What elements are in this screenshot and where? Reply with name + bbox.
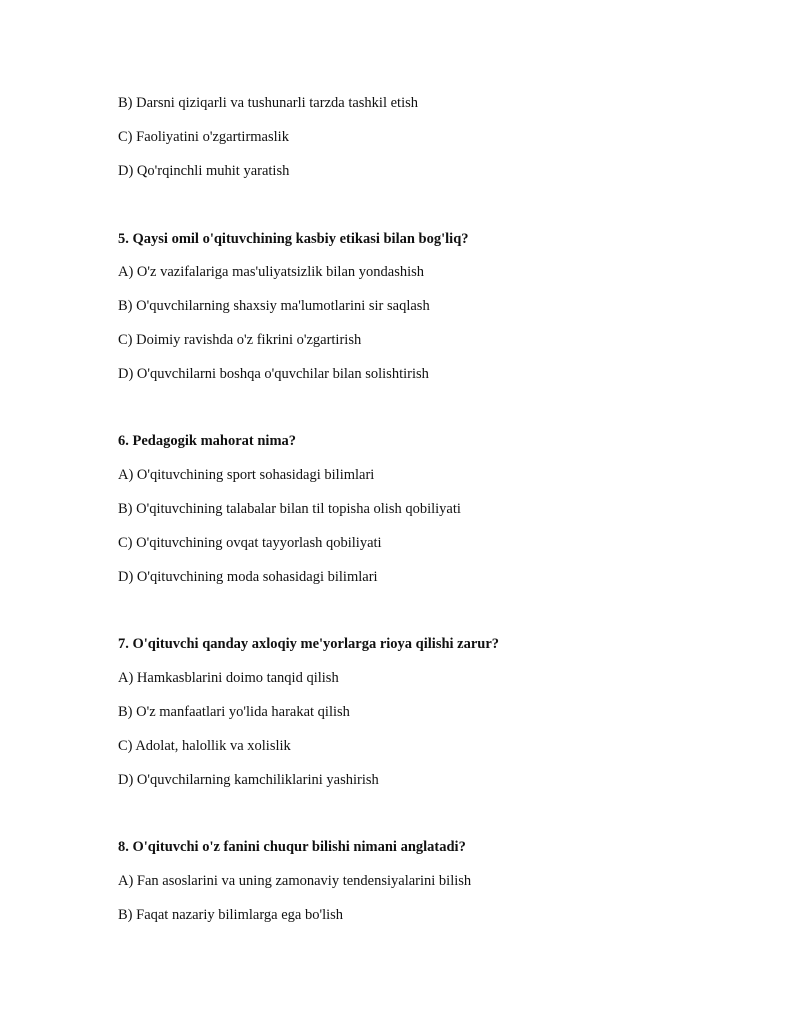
option-7c: C) Adolat, halollik va xolislik	[118, 738, 291, 754]
option-7d: D) O'quvchilarning kamchiliklarini yashirish	[118, 772, 379, 788]
question-6: 6. Pedagogik mahorat nima?	[118, 433, 297, 449]
option-4c: C) Faoliyatini o'zgartirmaslik	[118, 129, 289, 145]
option-8a: A) Fan asoslarini va uning zamonaviy tendensiyalarini bilish	[118, 873, 472, 889]
option-5b: B) O'quvchilarning shaxsiy ma'lumotlarini sir saqlash	[118, 298, 430, 314]
question-8: 8. O'qituvchi o'z fanini chuqur bilishi nimani anglatadi?	[118, 839, 466, 855]
question-5: 5. Qaysi omil o'qituvchining kasbiy etikasi bilan bog'liq?	[118, 231, 469, 247]
option-5a: A) O'z vazifalariga mas'uliyatsizlik bilan yondashish	[118, 264, 425, 280]
option-5c: C) Doimiy ravishda o'z fikrini o'zgartirish	[118, 332, 362, 348]
option-6b: B) O'qituvchining talabalar bilan til topisha olish qobiliyati	[118, 501, 461, 517]
option-4d: D) Qo'rqinchli muhit yaratish	[118, 163, 290, 179]
option-6a: A) O'qituvchining sport sohasidagi bilimlari	[118, 467, 375, 483]
option-7b: B) O'z manfaatlari yo'lida harakat qilish	[118, 704, 350, 720]
option-4b: B) Darsni qiziqarli va tushunarli tarzda tashkil etish	[118, 95, 418, 111]
question-7: 7. O'qituvchi qanday axloqiy me'yorlarga rioya qilishi zarur?	[118, 636, 500, 652]
option-6d: D) O'qituvchining moda sohasidagi bilimlari	[118, 569, 378, 585]
option-5d: D) O'quvchilarni boshqa o'quvchilar bilan solishtirish	[118, 366, 429, 382]
option-7a: A) Hamkasblarini doimo tanqid qilish	[118, 670, 339, 686]
option-8b: B) Faqat nazariy bilimlarga ega bo'lish	[118, 907, 344, 923]
option-6c: C) O'qituvchining ovqat tayyorlash qobiliyati	[118, 535, 382, 551]
